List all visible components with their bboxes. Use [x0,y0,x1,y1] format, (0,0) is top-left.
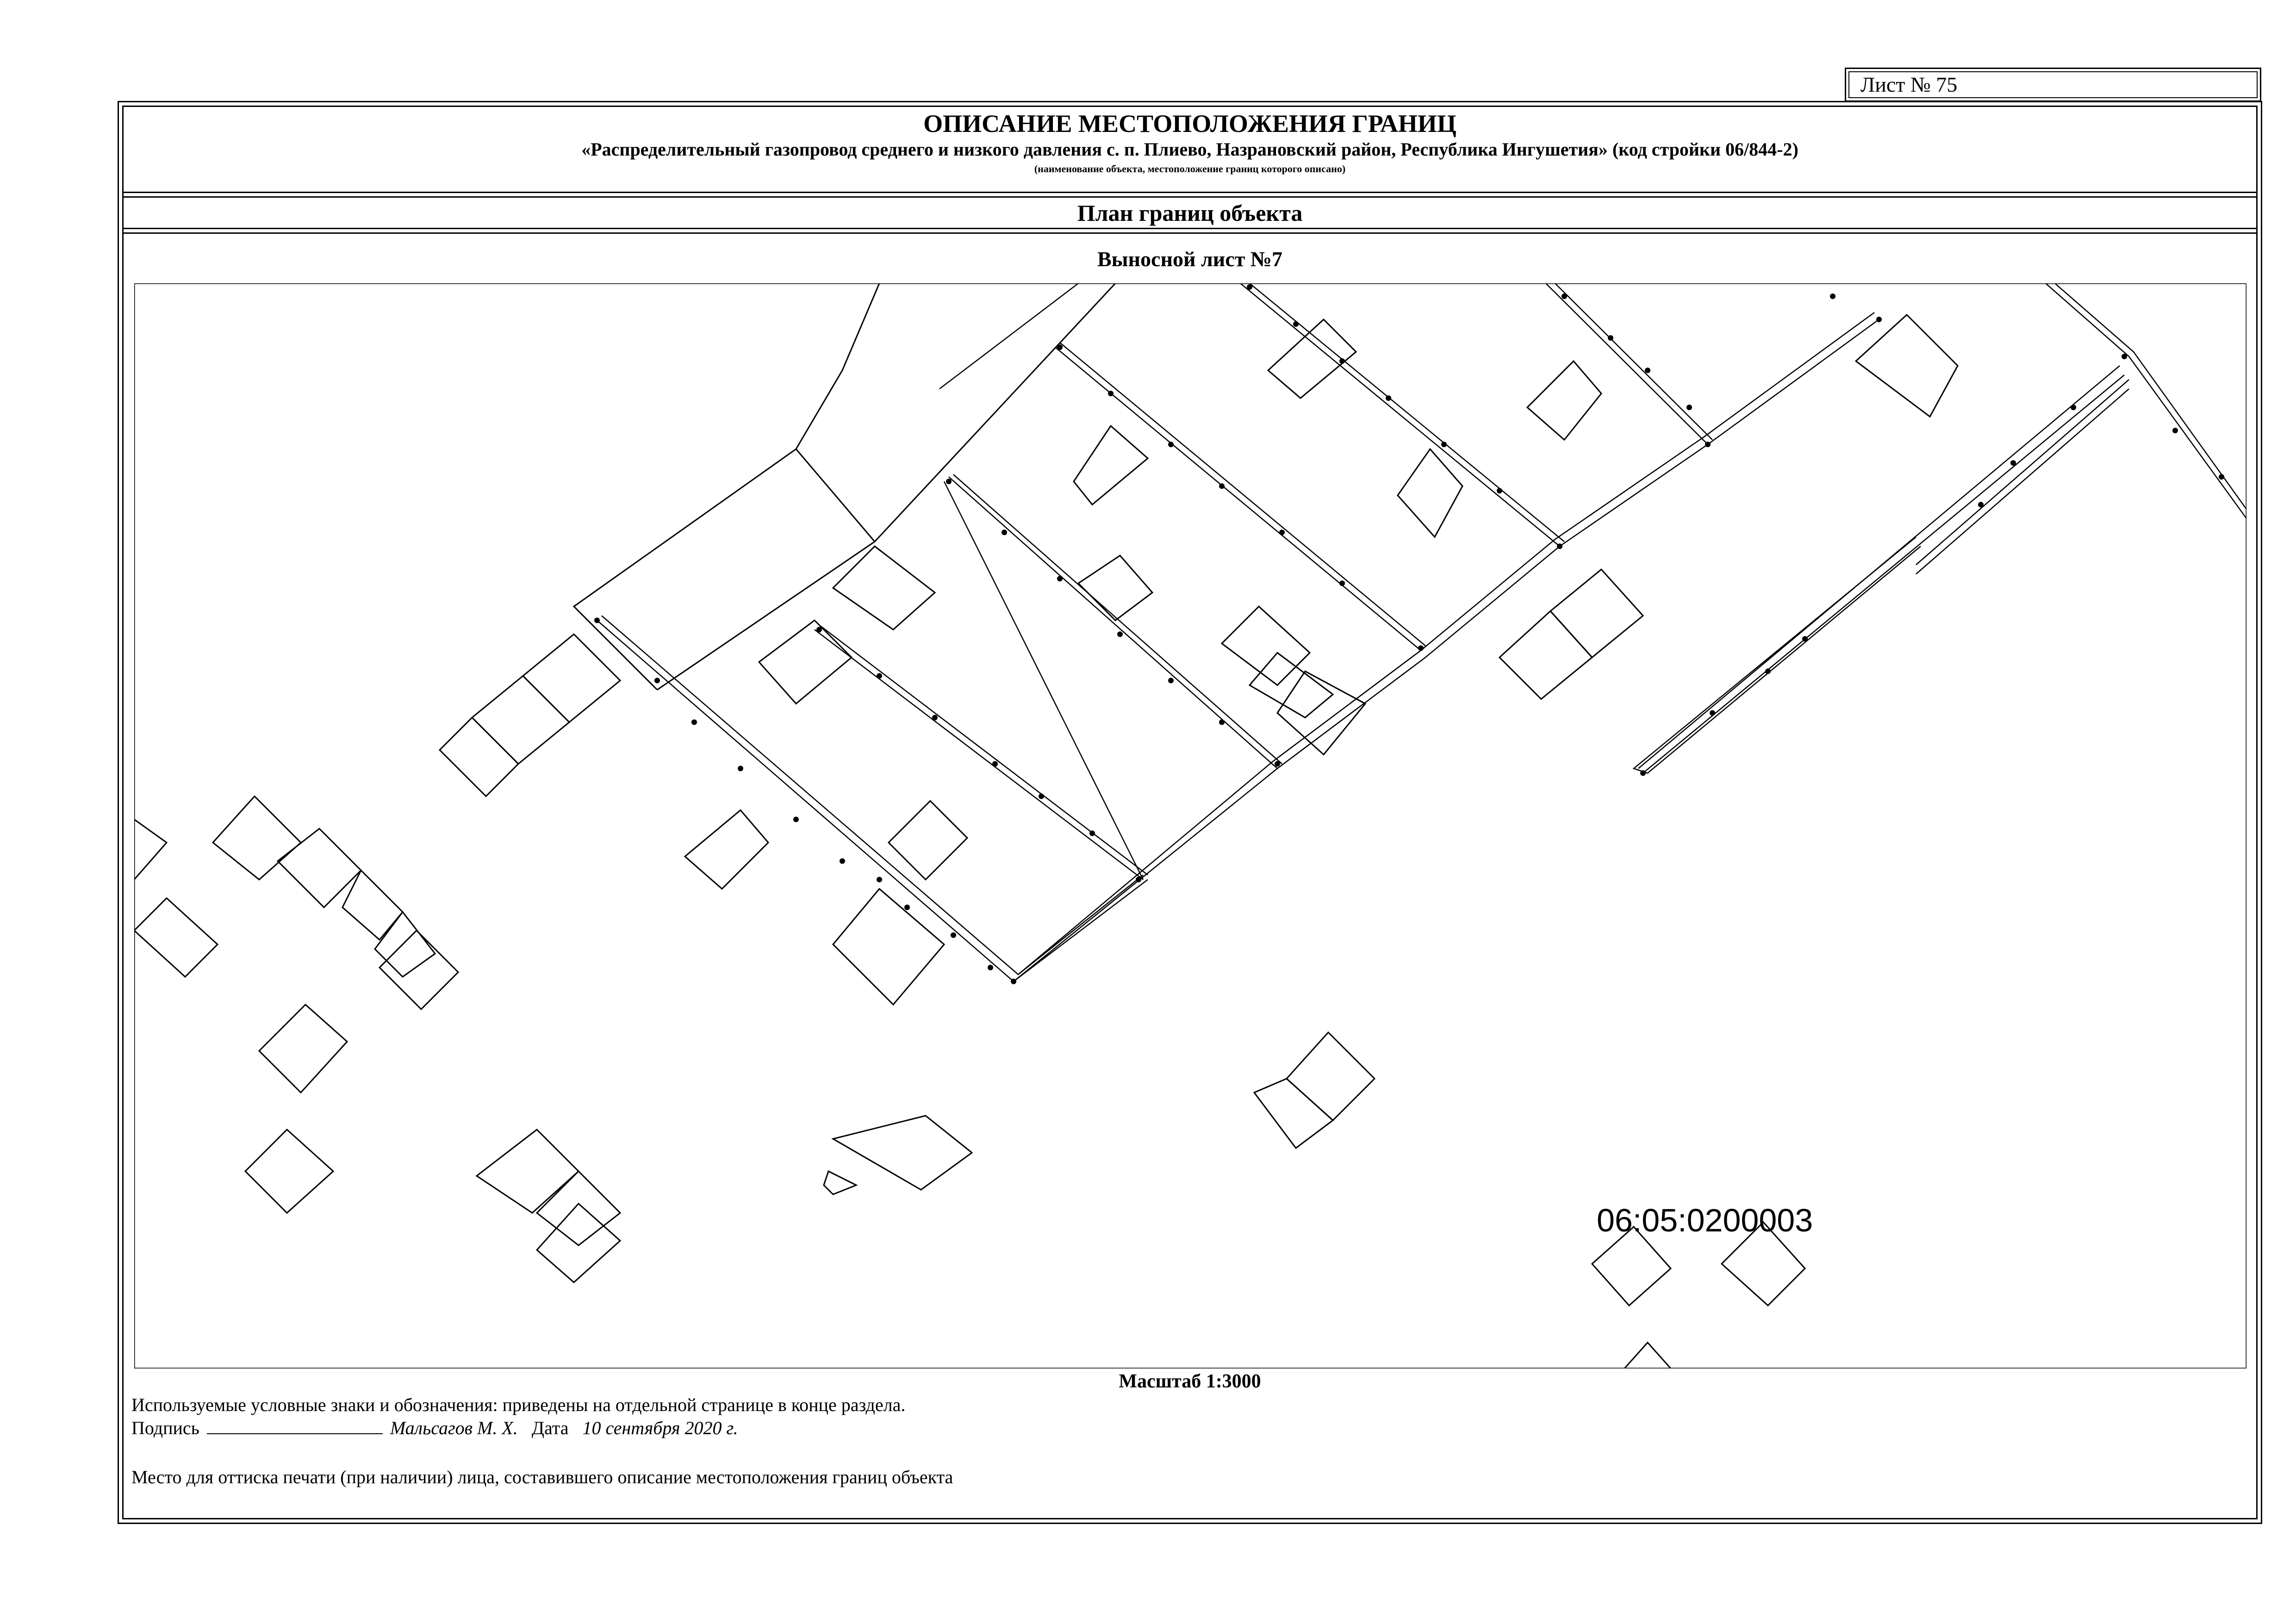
stamp-note: Место для оттиска печати (при наличии) лица, составившего описание местоположения границ объекта [131,1467,953,1487]
signature-label: Подпись [131,1418,199,1438]
cadastral-map [134,283,2246,1368]
date-value: 10 сентября 2020 г. [582,1418,738,1438]
date-label: Дата [531,1418,569,1438]
sheet-subtitle: Выносной лист №7 [1097,247,1283,271]
signature-row [131,1416,738,1441]
signature-line [207,1419,383,1434]
sheet-number: Лист № 75 [1860,73,1958,96]
object-name: «Распределительный газопровод среднего и низкого давления с. п. Плиево, Назрановский район, Республика Ингушетия» (код стройки 06/844-2) [581,139,1798,160]
map-scale: Масштаб 1:3000 [1119,1371,1261,1392]
quarter-number: 06:05:0200003 [1597,1202,1813,1238]
legend-note: Используемые условные знаки и обозначения: приведены на отдельной странице в конце раздела. [131,1394,906,1415]
object-caption: (наименование объекта, местоположение границ которого описано) [1034,163,1346,175]
header-divider-top [122,192,2258,193]
plan-divider [122,228,2258,229]
plan-divider-2 [122,232,2258,234]
plan-title: План границ объекта [1077,200,1303,226]
header-divider-top-2 [122,196,2258,198]
document-title: ОПИСАНИЕ МЕСТОПОЛОЖЕНИЯ ГРАНИЦ [923,110,1456,137]
signer-name: Мальсагов М. Х. [390,1418,518,1438]
